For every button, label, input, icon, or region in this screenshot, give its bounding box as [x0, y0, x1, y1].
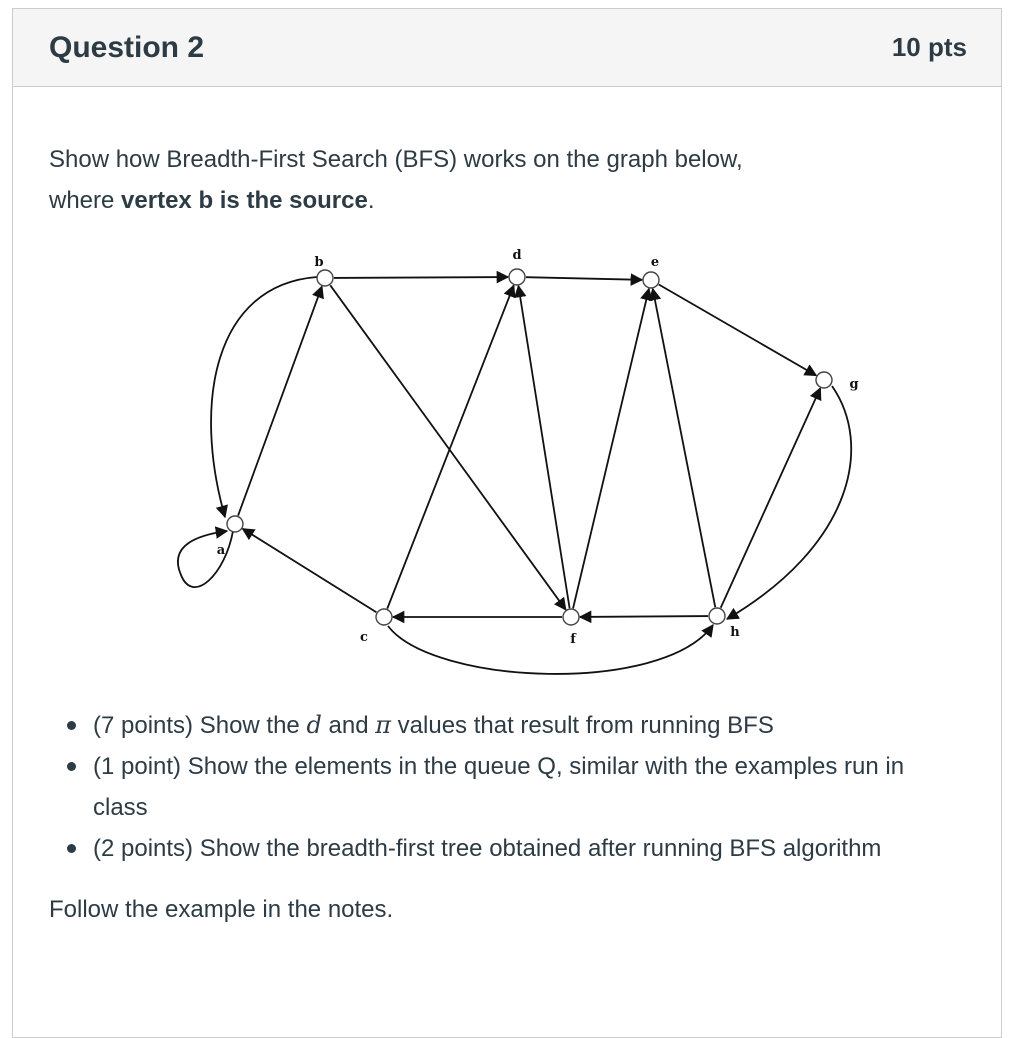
task-1-pre: (7 points) Show the [93, 712, 307, 739]
edge-g-h [727, 386, 851, 619]
intro-line2-suffix: . [367, 187, 375, 214]
edge-h-e [653, 289, 716, 607]
intro-line2-prefix: where [49, 187, 122, 214]
vertex-label-g: g [849, 377, 859, 392]
graph-figure [13, 245, 1003, 705]
task-1-post: values that result from running BFS [391, 712, 774, 739]
edge-d-e [526, 277, 642, 280]
intro-line2-bold: vertex b is the source [121, 187, 368, 214]
task-item-tree: (2 points) Show the breadth-first tree obtained after running BFS algorithm [93, 828, 965, 869]
task-item-dpi [93, 705, 965, 746]
vertex-label-a: a [216, 543, 226, 558]
vertex-a [227, 516, 243, 532]
intro-line1: Show how Breadth-First Search (BFS) works on the graph below, [49, 146, 743, 173]
edge-c-h [388, 625, 713, 674]
task-1-pi: π [375, 711, 391, 739]
edge-c-a [243, 529, 377, 612]
task-1-mid: and [321, 712, 376, 739]
edge-a-b [238, 286, 322, 515]
vertex-label-f: f [570, 632, 576, 647]
vertex-label-h: h [730, 625, 740, 640]
vertex-b [317, 270, 333, 286]
edge-c-d [387, 285, 513, 608]
vertex-label-b: b [314, 255, 324, 270]
question-intro [49, 139, 965, 221]
vertex-g [816, 372, 832, 388]
vertex-e [643, 272, 659, 288]
task-list [49, 705, 965, 869]
edge-h-f [580, 616, 708, 617]
vertex-label-d: d [512, 248, 522, 263]
graph-diagram [13, 245, 1003, 705]
question-body [13, 87, 1001, 930]
edge-f-e [573, 289, 649, 608]
vertex-label-c: c [360, 630, 368, 645]
edge-e-g [659, 285, 816, 376]
task-item-queue: (1 point) Show the elements in the queue Q, similar with the examples run in class [93, 746, 965, 828]
question-points: 10 pts [891, 32, 967, 62]
footer-note: Follow the example in the notes. [49, 896, 394, 923]
vertex-label-e: e [650, 255, 660, 270]
question-header [13, 9, 1001, 87]
vertex-f [563, 609, 579, 625]
vertex-d [509, 269, 525, 285]
question-card [12, 8, 1002, 1038]
edge-b-f [330, 285, 565, 609]
edge-h-g [721, 388, 821, 608]
vertex-c [376, 609, 392, 625]
question-title: Question 2 [49, 30, 205, 64]
edge-b-d [334, 277, 508, 278]
edge-a-a [178, 531, 233, 587]
edge-f-d [518, 286, 569, 608]
task-1-d: d [306, 711, 322, 739]
vertex-h [709, 608, 725, 624]
edge-b-a [211, 277, 317, 517]
